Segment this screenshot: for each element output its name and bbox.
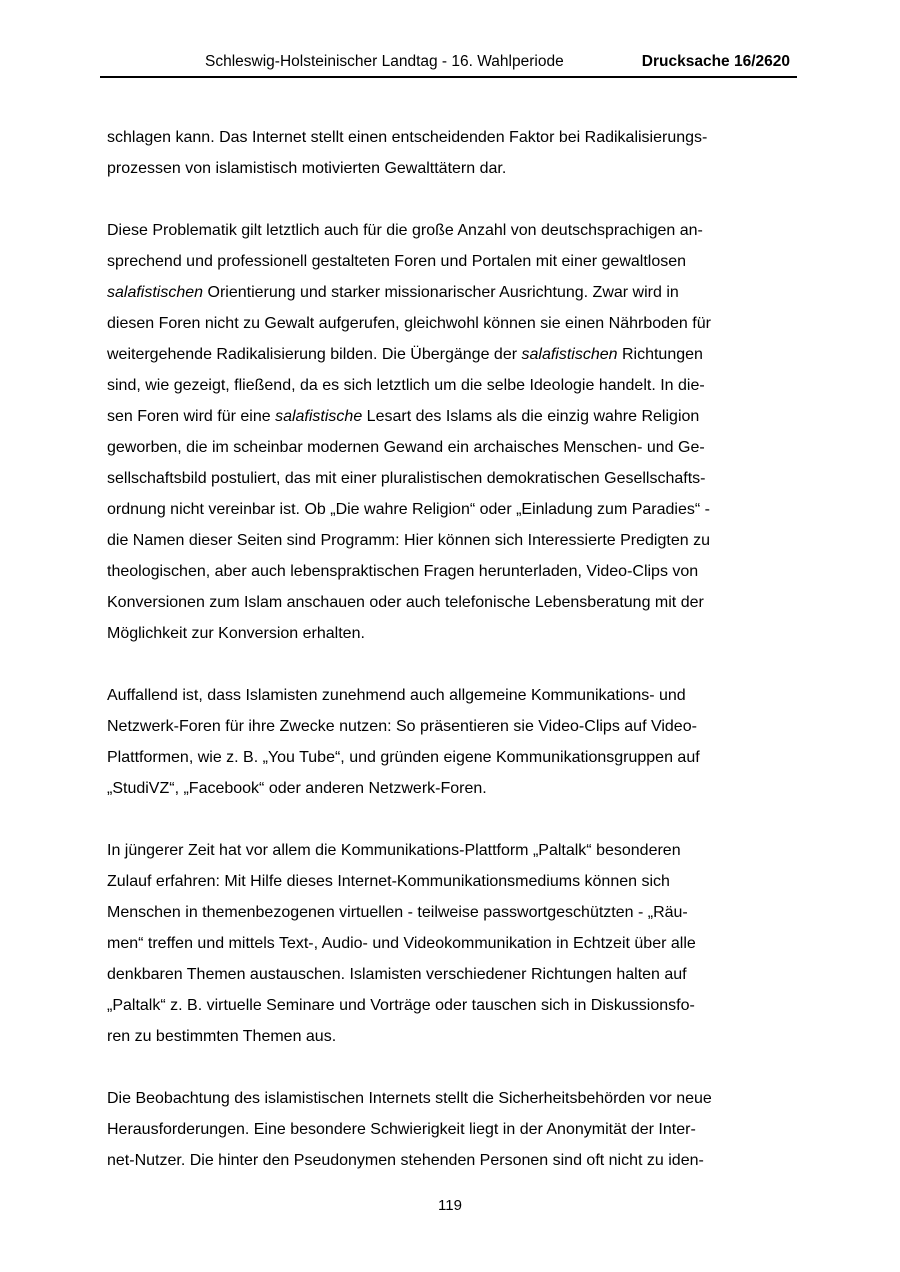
text-line: Möglichkeit zur Konversion erhalten. xyxy=(107,625,365,642)
text-line: Die Beobachtung des islamistischen Internets stellt die Sicherheitsbehörden vor neue xyxy=(107,1090,712,1107)
text-line: prozessen von islamistisch motivierten Gewalttätern dar. xyxy=(107,160,507,177)
text-line: Konversionen zum Islam anschauen oder auch telefonische Lebensberatung mit der xyxy=(107,594,704,611)
text-line: Diese Problematik gilt letztlich auch für die große Anzahl von deutschsprachigen an- xyxy=(107,222,703,239)
text-line: ren zu bestimmten Themen aus. xyxy=(107,1028,337,1045)
page-number: 119 xyxy=(438,1197,462,1214)
paragraph xyxy=(107,122,797,184)
text-line: Zulauf erfahren: Mit Hilfe dieses Internet-Kommunikationsmediums können sich xyxy=(107,873,670,890)
header-rule xyxy=(100,76,797,78)
text-line: schlagen kann. Das Internet stellt einen entscheidenden Faktor bei Radikalisierungs- xyxy=(107,129,708,146)
text-line: men“ treffen und mittels Text-, Audio- und Videokommunikation in Echtzeit über alle xyxy=(107,935,696,952)
document-body xyxy=(107,122,797,1207)
header-parliament-title: Schleswig-Holsteinischer Landtag - 16. Wahlperiode xyxy=(205,53,564,70)
text-line: sen Foren wird für eine salafistische Lesart des Islams als die einzig wahre Religion xyxy=(107,408,700,425)
paragraph xyxy=(107,680,797,804)
paragraph xyxy=(107,1083,797,1176)
text-line: Netzwerk-Foren für ihre Zwecke nutzen: So präsentieren sie Video-Clips auf Video- xyxy=(107,718,697,735)
text-line: Herausforderungen. Eine besondere Schwierigkeit liegt in der Anonymität der Inter- xyxy=(107,1121,696,1138)
text-line: weitergehende Radikalisierung bilden. Die Übergänge der salafistischen Richtungen xyxy=(107,346,703,363)
text-line: ordnung nicht vereinbar ist. Ob „Die wahre Religion“ oder „Einladung zum Paradies“ - xyxy=(107,501,710,518)
paragraph xyxy=(107,215,797,649)
paragraph xyxy=(107,835,797,1052)
text-line: Plattformen, wie z. B. „You Tube“, und gründen eigene Kommunikationsgruppen auf xyxy=(107,749,700,766)
header-document-number: Drucksache 16/2620 xyxy=(641,53,790,70)
text-line: geworben, die im scheinbar modernen Gewand ein archaisches Menschen- und Ge- xyxy=(107,439,705,456)
text-line: denkbaren Themen austauschen. Islamisten verschiedener Richtungen halten auf xyxy=(107,966,687,983)
text-line: sind, wie gezeigt, fließend, da es sich letztlich um die selbe Ideologie handelt. In die- xyxy=(107,377,705,394)
text-line: net-Nutzer. Die hinter den Pseudonymen stehenden Personen sind oft nicht zu iden- xyxy=(107,1152,704,1169)
text-line: „StudiVZ“, „Facebook“ oder anderen Netzwerk-Foren. xyxy=(107,780,487,797)
text-line: „Paltalk“ z. B. virtuelle Seminare und Vorträge oder tauschen sich in Diskussionsfo- xyxy=(107,997,695,1014)
text-line: salafistischen Orientierung und starker missionarischer Ausrichtung. Zwar wird in xyxy=(107,284,679,301)
text-line: sprechend und professionell gestalteten Foren und Portalen mit einer gewaltlosen xyxy=(107,253,687,270)
text-line: theologischen, aber auch lebenspraktischen Fragen herunterladen, Video-Clips von xyxy=(107,563,699,580)
text-line: sellschaftsbild postuliert, das mit einer pluralistischen demokratischen Gesellschafts- xyxy=(107,470,706,487)
text-line: Auffallend ist, dass Islamisten zunehmend auch allgemeine Kommunikations- und xyxy=(107,687,686,704)
text-line: die Namen dieser Seiten sind Programm: Hier können sich Interessierte Predigten zu xyxy=(107,532,710,549)
text-line: diesen Foren nicht zu Gewalt aufgerufen, gleichwohl können sie einen Nährboden für xyxy=(107,315,711,332)
text-line: Menschen in themenbezogenen virtuellen - teilweise passwortgeschützten - „Räu- xyxy=(107,904,688,921)
text-line: In jüngerer Zeit hat vor allem die Kommunikations-Plattform „Paltalk“ besonderen xyxy=(107,842,681,859)
